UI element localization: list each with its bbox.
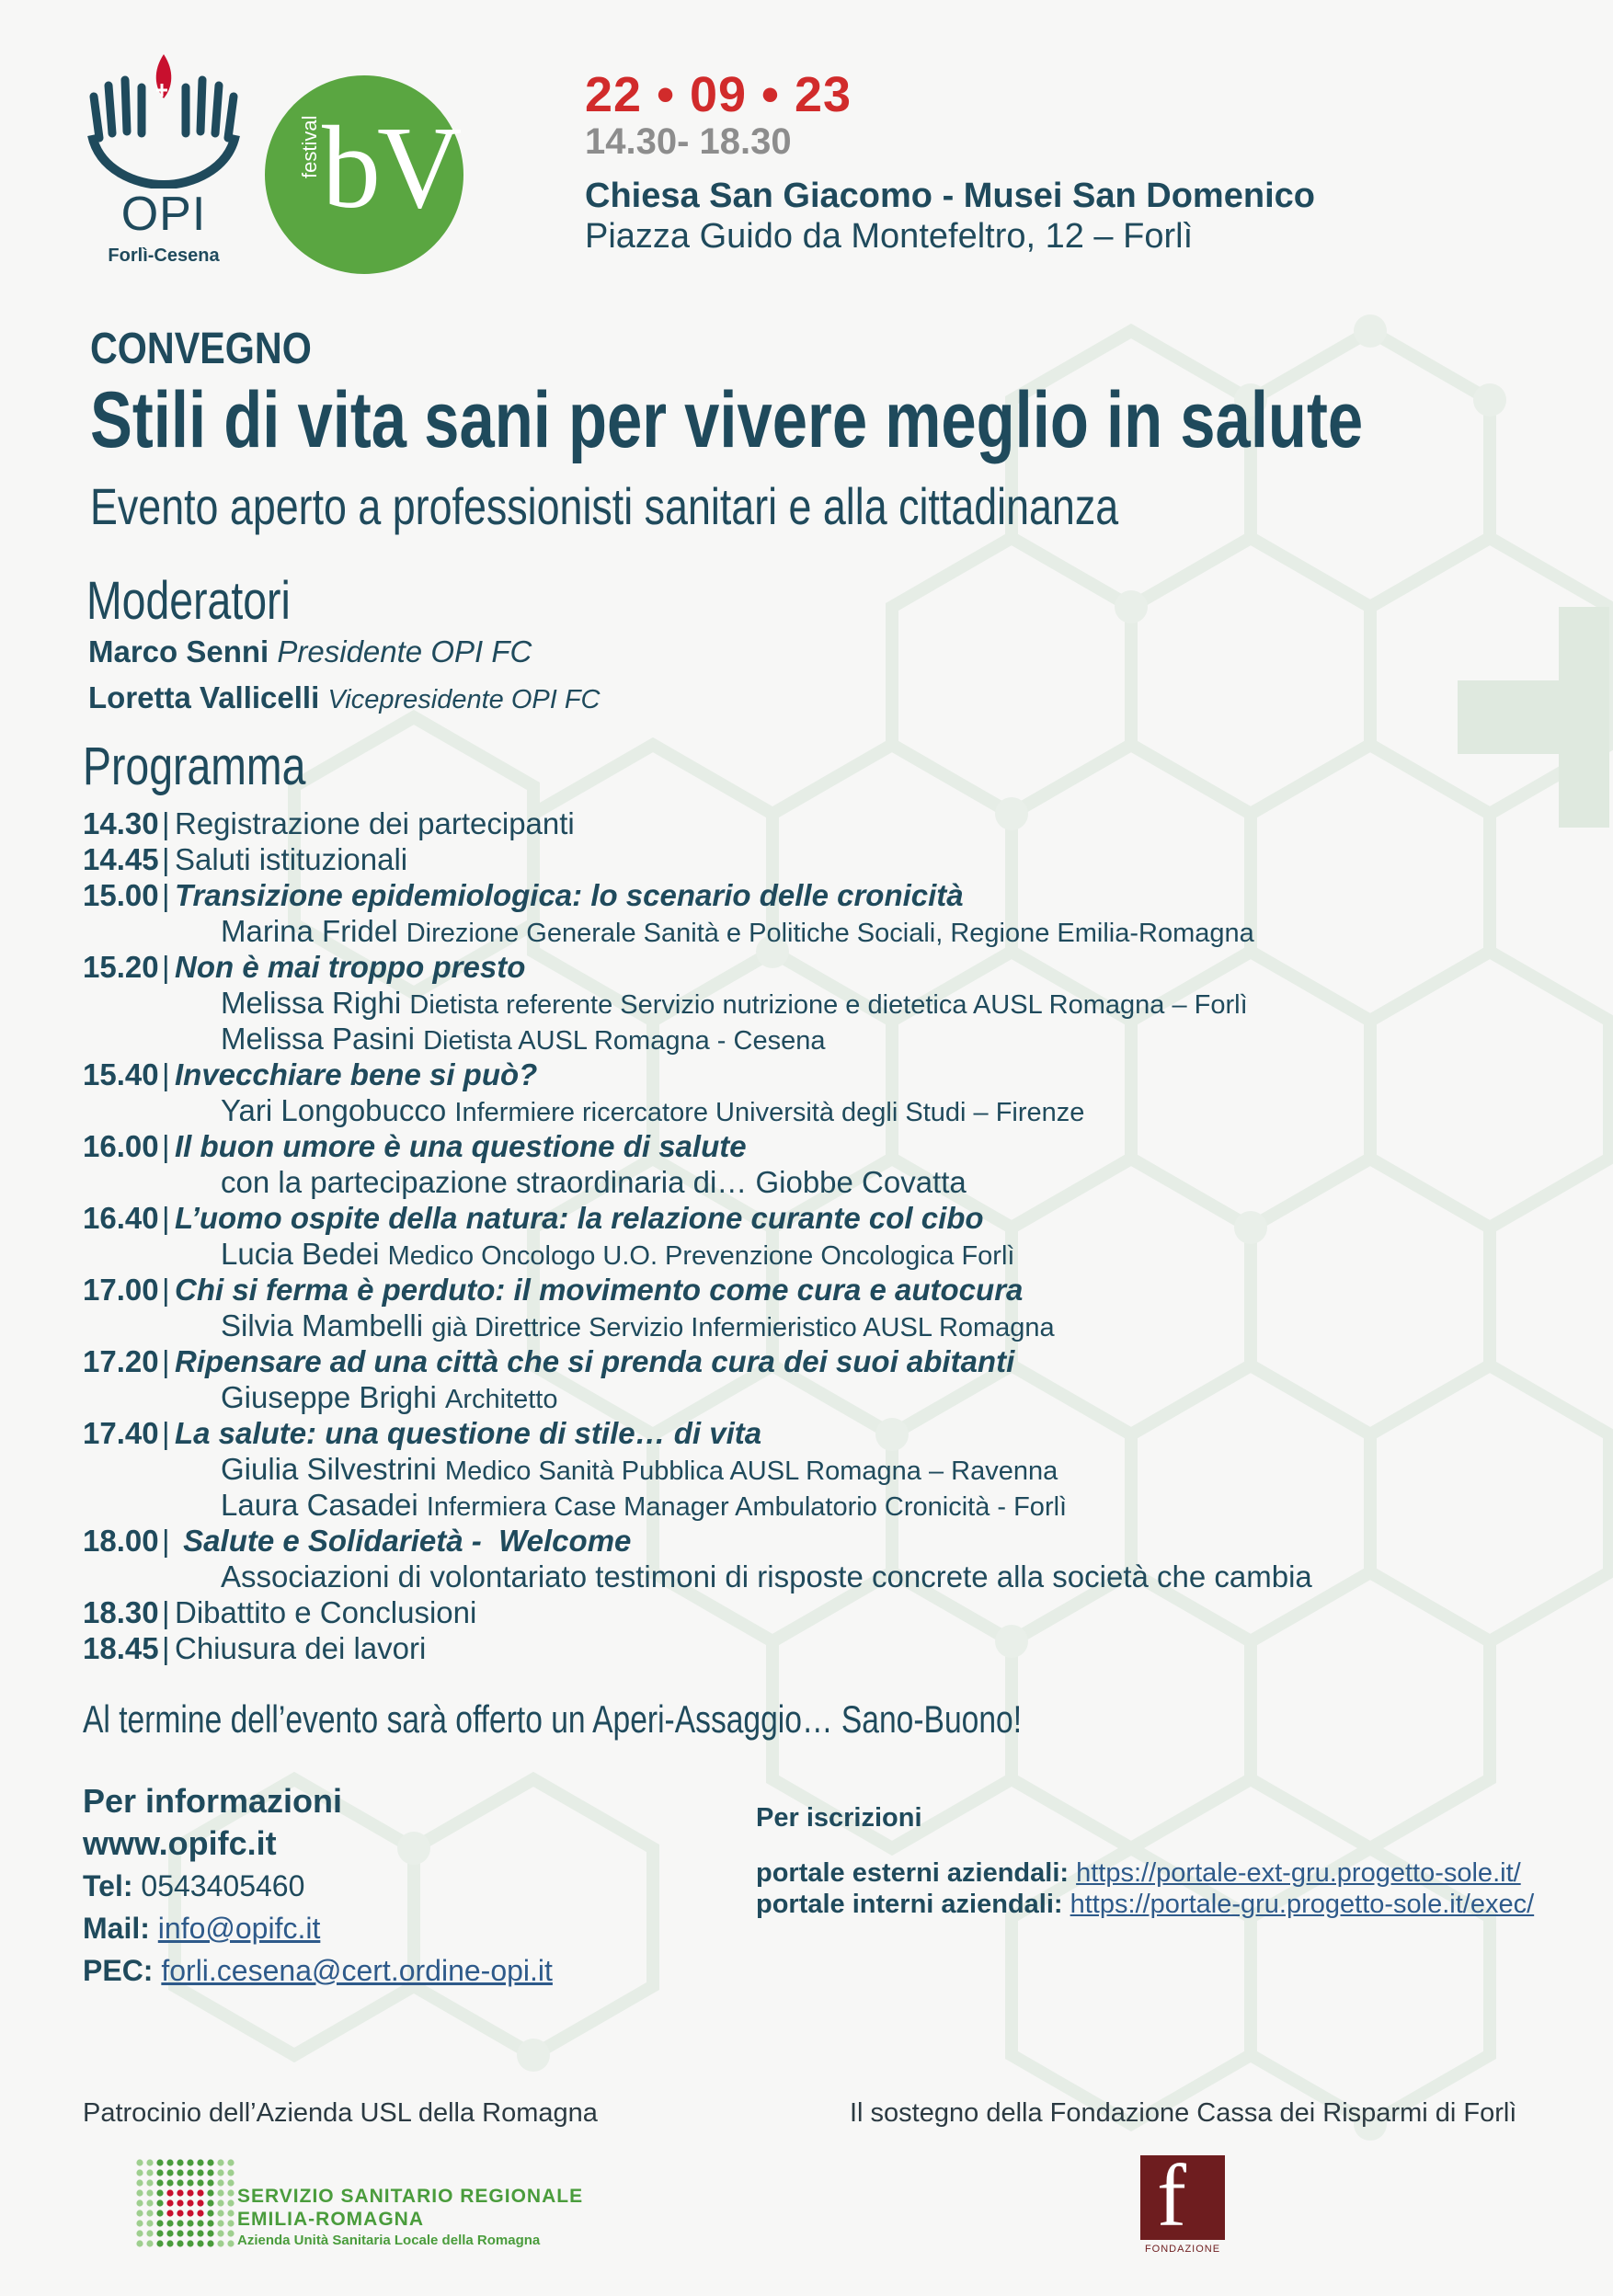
internal-portal-link[interactable]: https://portale-gru.progetto-sole.it/exec/ (1070, 1890, 1535, 1919)
logo-dot (156, 2179, 163, 2186)
programma-title: Registrazione dei partecipanti (175, 806, 575, 840)
logo-dot (187, 2169, 193, 2176)
event-date: 22 • 09 • 23 (585, 67, 852, 122)
programma-time: 18.30 (83, 1595, 159, 1629)
logo-dot (187, 2199, 193, 2206)
programma-time: 16.00 (83, 1129, 159, 1163)
logo-dot (227, 2199, 234, 2206)
logo-dot (146, 2220, 153, 2226)
speaker-name: Yari Longobucco (221, 1093, 447, 1127)
moderator-role: Presidente OPI FC (277, 634, 532, 668)
logo-dot (177, 2169, 183, 2176)
programma-title: Invecchiare bene si può? (175, 1057, 538, 1091)
pec-line (83, 1949, 553, 1992)
divider: | (162, 806, 170, 840)
programma-row (83, 1594, 1573, 1630)
programma-title: Dibattito e Conclusioni (175, 1595, 477, 1629)
logo-dot (207, 2169, 213, 2176)
website-link[interactable]: www.opifc.it (83, 1824, 277, 1862)
logo-dot (187, 2189, 193, 2196)
programma-title: Saluti istituzionali (175, 842, 408, 876)
speaker-role: Dietista AUSL Romagna - Cesena (423, 1026, 826, 1056)
programma-speaker (83, 1308, 1573, 1343)
logo-dot (207, 2240, 213, 2246)
tel-line (83, 1865, 553, 1907)
logo-dot (156, 2199, 163, 2206)
fondazione-logo (1140, 2146, 1225, 2245)
logo-dot (217, 2159, 223, 2165)
programma-row (83, 841, 1573, 877)
logo-dot (227, 2189, 234, 2196)
logo-dot (207, 2199, 213, 2206)
logo-dot (166, 2159, 173, 2165)
logo-dot (136, 2169, 143, 2176)
logo-dot (217, 2189, 223, 2196)
programma-title: Il buon umore è una questione di salute (175, 1129, 747, 1163)
divider: | (162, 1201, 170, 1235)
programma-row (83, 1200, 1573, 1236)
logo-dot (166, 2189, 173, 2196)
speaker-name: Giulia Silvestrini (221, 1452, 437, 1486)
ssr-dots-logo-icon (134, 2157, 235, 2249)
ssr-text (237, 2185, 583, 2251)
logo-dot (207, 2159, 213, 2165)
logo-dot (166, 2230, 173, 2236)
logo-dot (156, 2189, 163, 2196)
programma-time: 15.20 (83, 950, 159, 984)
external-portal-label: portale esterni aziendali: (756, 1858, 1070, 1888)
logo-dot (227, 2220, 234, 2226)
mail-label: Mail: (83, 1912, 150, 1945)
programma-speaker (83, 1092, 1573, 1128)
divider: | (162, 1344, 170, 1378)
logo-dot (197, 2169, 203, 2176)
logo-dot (156, 2230, 163, 2236)
logo-dot (177, 2240, 183, 2246)
logo-dot (156, 2210, 163, 2216)
programma-row (83, 1415, 1573, 1451)
programma-speaker (83, 913, 1573, 949)
logo-dot (197, 2199, 203, 2206)
logo-dot (156, 2159, 163, 2165)
programma-title: Chi si ferma è perduto: il movimento come cura e autocura (175, 1273, 1024, 1307)
logo-dot (217, 2210, 223, 2216)
logo-dot (166, 2179, 173, 2186)
divider: | (162, 1273, 170, 1307)
divider: | (162, 842, 170, 876)
logo-dot (187, 2179, 193, 2186)
logo-dot (197, 2159, 203, 2165)
external-portal-link[interactable]: https://portale-ext-gru.progetto-sole.it/ (1076, 1858, 1521, 1888)
logo-dot (227, 2230, 234, 2236)
programma-speaker (83, 1164, 1573, 1200)
logo-dot (156, 2220, 163, 2226)
speaker-name: Marina Fridel (221, 914, 398, 948)
tel-label: Tel: (83, 1869, 133, 1902)
pec-link[interactable]: forli.cesena@cert.ordine-opi.it (161, 1954, 553, 1987)
logo-dot (207, 2179, 213, 2186)
programma-title: Ripensare ad una città che si prenda cura dei suoi abitanti (175, 1344, 1015, 1378)
logo-dot (166, 2220, 173, 2226)
logo-dot (146, 2159, 153, 2165)
divider: | (162, 1595, 170, 1629)
ssr-line2: EMILIA-ROMAGNA (237, 2209, 424, 2230)
logo-dot (197, 2230, 203, 2236)
logo-dot (136, 2159, 143, 2165)
ssr-line3: Azienda Unità Sanitaria Locale della Romagna (237, 2233, 541, 2248)
festival-bv-logo (265, 75, 463, 274)
logo-dot (227, 2210, 234, 2216)
programma-heading: Programma (83, 737, 306, 796)
programma-speaker (83, 1236, 1573, 1272)
logo-dot (217, 2220, 223, 2226)
iscrizioni-heading: Per iscrizioni (756, 1803, 922, 1833)
programma-row (83, 1057, 1573, 1092)
speaker-name: Associazioni di volontariato testimoni di risposte concrete alla società che cambia (221, 1559, 1312, 1593)
speaker-name: Lucia Bedei (221, 1237, 380, 1271)
speaker-role: Dietista referente Servizio nutrizione e dietetica AUSL Romagna – Forlì (409, 990, 1248, 1020)
speaker-name: Silvia Mambelli (221, 1308, 424, 1342)
internal-portal-line (756, 1889, 1534, 1920)
moderator-1 (88, 634, 532, 669)
programma-row (83, 1343, 1573, 1379)
logo-dot (207, 2210, 213, 2216)
logo-dot (136, 2240, 143, 2246)
logo-dot (187, 2159, 193, 2165)
programma-row (83, 805, 1573, 841)
ssr-line1: SERVIZIO SANITARIO REGIONALE (237, 2186, 584, 2207)
logo-dot (187, 2230, 193, 2236)
opi-logo-text: OPI (120, 188, 207, 241)
divider: | (162, 1524, 170, 1558)
fondazione-mark: f (1157, 2146, 1186, 2245)
moderatori-heading: Moderatori (86, 571, 291, 631)
fondazione-label: FONDAZIONE (1144, 2244, 1221, 2255)
programma-time: 14.45 (83, 842, 159, 876)
logo-dot (187, 2220, 193, 2226)
divider: | (162, 1129, 170, 1163)
programma-time: 16.40 (83, 1201, 159, 1235)
programma-row (83, 1523, 1573, 1559)
logo-dot (177, 2220, 183, 2226)
speaker-name: Melissa Righi (221, 986, 402, 1020)
logo-dot (146, 2199, 153, 2206)
divider: | (162, 1631, 170, 1665)
sostegno-text: Il sostegno della Fondazione Cassa dei Risparmi di Forlì (850, 2098, 1517, 2128)
iscrizioni-block (756, 1802, 1534, 1920)
logo-dot (177, 2210, 183, 2216)
programma-title: Transizione epidemiologica: lo scenario delle cronicità (175, 878, 964, 912)
programma-title: La salute: una questione di stile… di vita (175, 1416, 762, 1450)
speaker-name: Giuseppe Brighi (221, 1380, 437, 1414)
logo-dot (217, 2179, 223, 2186)
logo-dot (166, 2169, 173, 2176)
logo-dot (187, 2240, 193, 2246)
subtitle: Evento aperto a professionisti sanitari e alla cittadinanza (90, 477, 1119, 535)
programma-speaker (83, 1559, 1573, 1594)
logo-dot (166, 2199, 173, 2206)
logo-dot (146, 2230, 153, 2236)
closing-note: Al termine dell’evento sarà offerto un Aperi-Assaggio… Sano-Buono! (83, 1697, 1023, 1741)
mail-line (83, 1907, 553, 1949)
logo-dot (197, 2189, 203, 2196)
logo-dot (146, 2210, 153, 2216)
programma-speaker (83, 1379, 1573, 1415)
mail-link[interactable]: info@opifc.it (157, 1912, 321, 1945)
internal-portal-label: portale interni aziendali: (756, 1890, 1063, 1919)
logo-dot (146, 2240, 153, 2246)
festival-word: festival (298, 115, 321, 178)
opi-logo (81, 51, 246, 271)
moderator-name: Marco Senni (88, 634, 269, 668)
programma-time: 15.40 (83, 1057, 159, 1091)
main-title: Stili di vita sani per vivere meglio in salute (90, 376, 1364, 464)
opi-logo-subtitle: Forlì-Cesena (108, 246, 220, 266)
logo-dot (146, 2169, 153, 2176)
logo-dot (177, 2230, 183, 2236)
logo-dot (156, 2169, 163, 2176)
logo-dot (227, 2159, 234, 2165)
hands-flame-icon (81, 51, 246, 188)
logo-dot (227, 2240, 234, 2246)
programma-time: 15.00 (83, 878, 159, 912)
event-time: 14.30- 18.30 (585, 121, 792, 162)
logo-dot (207, 2220, 213, 2226)
logo-dot (146, 2179, 153, 2186)
info-block (83, 1780, 553, 1992)
programma-title: L’uomo ospite della natura: la relazione curante col cibo (175, 1201, 984, 1235)
logo-dot (136, 2220, 143, 2226)
logo-dot (166, 2240, 173, 2246)
programma-list (83, 805, 1573, 1666)
event-address: Piazza Guido da Montefeltro, 12 – Forlì (585, 217, 1194, 256)
programma-speaker (83, 1451, 1573, 1487)
logo-dot (177, 2159, 183, 2165)
logo-dot (197, 2210, 203, 2216)
logo-dot (217, 2199, 223, 2206)
programma-row (83, 1630, 1573, 1666)
logo-dot (227, 2179, 234, 2186)
divider: | (162, 878, 170, 912)
programma-row (83, 877, 1573, 913)
speaker-name: Laura Casadei (221, 1488, 418, 1522)
speaker-role: Infermiere ricercatore Università degli Studi – Firenze (454, 1098, 1085, 1127)
speaker-role: Infermiera Case Manager Ambulatorio Cronicità - Forlì (426, 1492, 1068, 1522)
logo-dot (136, 2189, 143, 2196)
programma-time: 14.30 (83, 806, 159, 840)
programma-time: 17.20 (83, 1344, 159, 1378)
logo-dot (197, 2240, 203, 2246)
moderator-name: Loretta Vallicelli (88, 680, 320, 714)
logo-dot (177, 2199, 183, 2206)
programma-speaker (83, 985, 1573, 1021)
programma-time: 18.00 (83, 1524, 159, 1558)
info-heading: Per informazioni (83, 1782, 343, 1820)
speaker-role: Medico Sanità Pubblica AUSL Romagna – Ravenna (444, 1456, 1058, 1486)
programma-title: Non è mai troppo presto (175, 950, 526, 984)
patrocinio-text: Patrocinio dell’Azienda USL della Romagna (83, 2098, 598, 2128)
speaker-name: con la partecipazione straordinaria di… Giobbe Covatta (221, 1165, 967, 1199)
speaker-role: Direzione Generale Sanità e Politiche Sociali, Regione Emilia-Romagna (406, 919, 1254, 948)
divider: | (162, 950, 170, 984)
divider: | (162, 1057, 170, 1091)
tel-value: 0543405460 (141, 1869, 305, 1902)
programma-time: 18.45 (83, 1631, 159, 1665)
programma-row (83, 1272, 1573, 1308)
speaker-role: già Direttrice Servizio Infermieristico AUSL Romagna (431, 1313, 1055, 1342)
programma-row (83, 949, 1573, 985)
logo-dot (217, 2169, 223, 2176)
divider: | (162, 1416, 170, 1450)
programma-title: Salute e Solidarietà - Welcome (175, 1524, 632, 1558)
logo-dot (217, 2240, 223, 2246)
programma-time: 17.40 (83, 1416, 159, 1450)
festival-logo-text: bV (322, 102, 459, 233)
programma-speaker (83, 1021, 1573, 1057)
logo-dot (136, 2199, 143, 2206)
logo-dot (207, 2230, 213, 2236)
speaker-role: Architetto (444, 1385, 558, 1414)
event-venue: Chiesa San Giacomo - Musei San Domenico (585, 177, 1315, 215)
logo-dot (156, 2240, 163, 2246)
logo-dot (146, 2189, 153, 2196)
external-portal-line (756, 1857, 1534, 1889)
speaker-role: Medico Oncologo U.O. Prevenzione Oncologica Forlì (387, 1241, 1015, 1271)
logo-dot (217, 2230, 223, 2236)
logo-dot (177, 2189, 183, 2196)
logo-dot (197, 2179, 203, 2186)
moderator-2 (88, 680, 601, 715)
logo-dot (136, 2210, 143, 2216)
logo-dot (177, 2179, 183, 2186)
programma-time: 17.00 (83, 1273, 159, 1307)
programma-speaker (83, 1487, 1573, 1523)
speaker-name: Melissa Pasini (221, 1022, 415, 1056)
logo-dot (166, 2210, 173, 2216)
logo-dot (197, 2220, 203, 2226)
logo-dot (136, 2179, 143, 2186)
moderator-role: Vicepresidente OPI FC (327, 685, 601, 714)
pec-label: PEC: (83, 1954, 154, 1987)
kicker-convegno: CONVEGNO (90, 325, 312, 373)
logo-dot (136, 2230, 143, 2236)
logo-dot (227, 2169, 234, 2176)
programma-row (83, 1128, 1573, 1164)
programma-title: Chiusura dei lavori (175, 1631, 427, 1665)
logo-dot (187, 2210, 193, 2216)
logo-dot (207, 2189, 213, 2196)
